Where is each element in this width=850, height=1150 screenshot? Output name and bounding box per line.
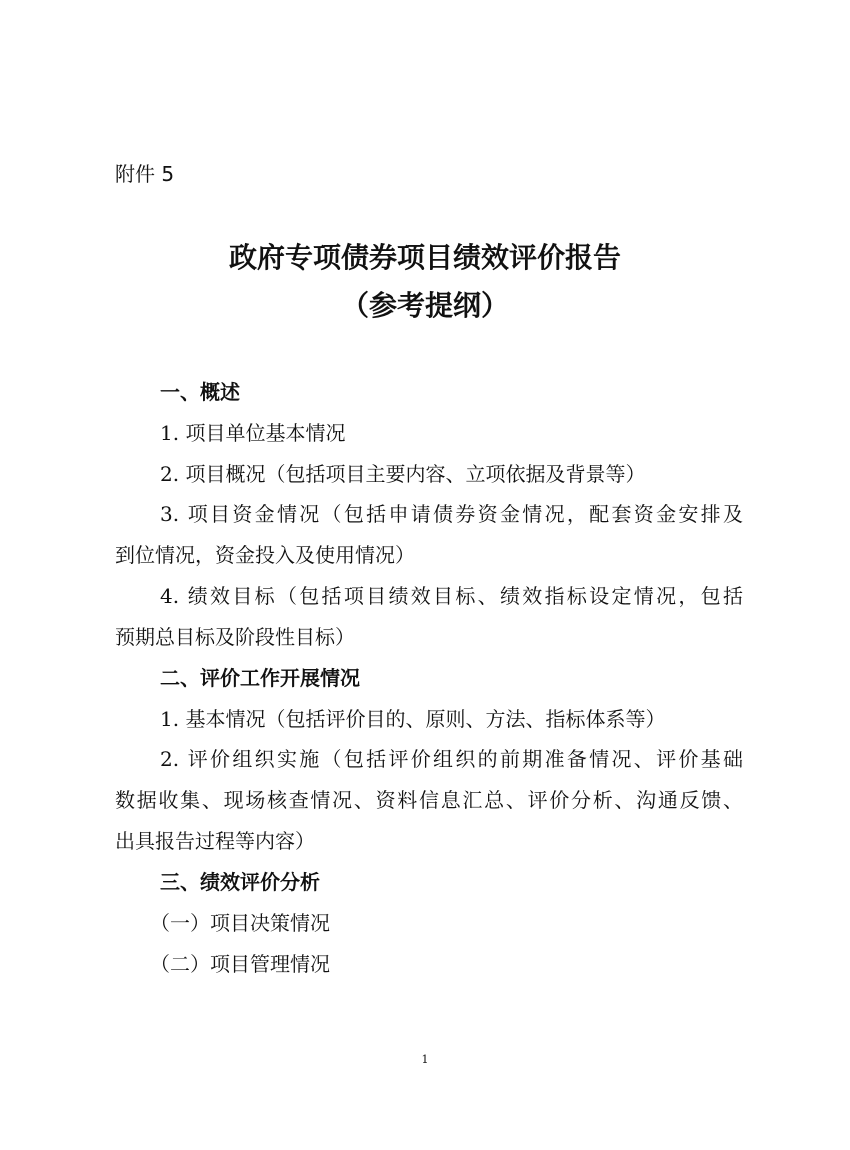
list-item-continuation: 数据收集、现场核查情况、资料信息汇总、评价分析、沟通反馈、 xyxy=(115,788,743,812)
section-heading-performance-analysis: 三、绩效评价分析 xyxy=(160,870,320,894)
attachment-label: 附件 5 xyxy=(115,162,175,186)
list-item: （二）项目管理情况 xyxy=(150,952,330,976)
list-item-continuation: 预期总目标及阶段性目标） xyxy=(115,625,355,649)
list-item: 4. 绩效目标（包括项目绩效目标、绩效指标设定情况，包括 xyxy=(160,584,743,608)
list-item: （一）项目决策情况 xyxy=(150,911,330,935)
document-subtitle: （参考提纲） xyxy=(340,289,509,322)
list-item: 2. 项目概况（包括项目主要内容、立项依据及背景等） xyxy=(160,462,646,486)
page-number: 1 xyxy=(421,1053,429,1066)
list-item-continuation: 出具报告过程等内容） xyxy=(115,829,315,853)
list-item: 1. 项目单位基本情况 xyxy=(160,421,346,445)
document-title: 政府专项债券项目绩效评价报告 xyxy=(228,241,621,274)
list-item-continuation: 到位情况，资金投入及使用情况） xyxy=(115,543,415,567)
list-item: 3. 项目资金情况（包括申请债券资金情况，配套资金安排及 xyxy=(160,502,743,526)
section-heading-overview: 一、概述 xyxy=(160,380,240,404)
list-item: 2. 评价组织实施（包括评价组织的前期准备情况、评价基础 xyxy=(160,747,743,771)
list-item: 1. 基本情况（包括评价目的、原则、方法、指标体系等） xyxy=(160,707,666,731)
section-heading-evaluation-work: 二、评价工作开展情况 xyxy=(160,666,360,690)
